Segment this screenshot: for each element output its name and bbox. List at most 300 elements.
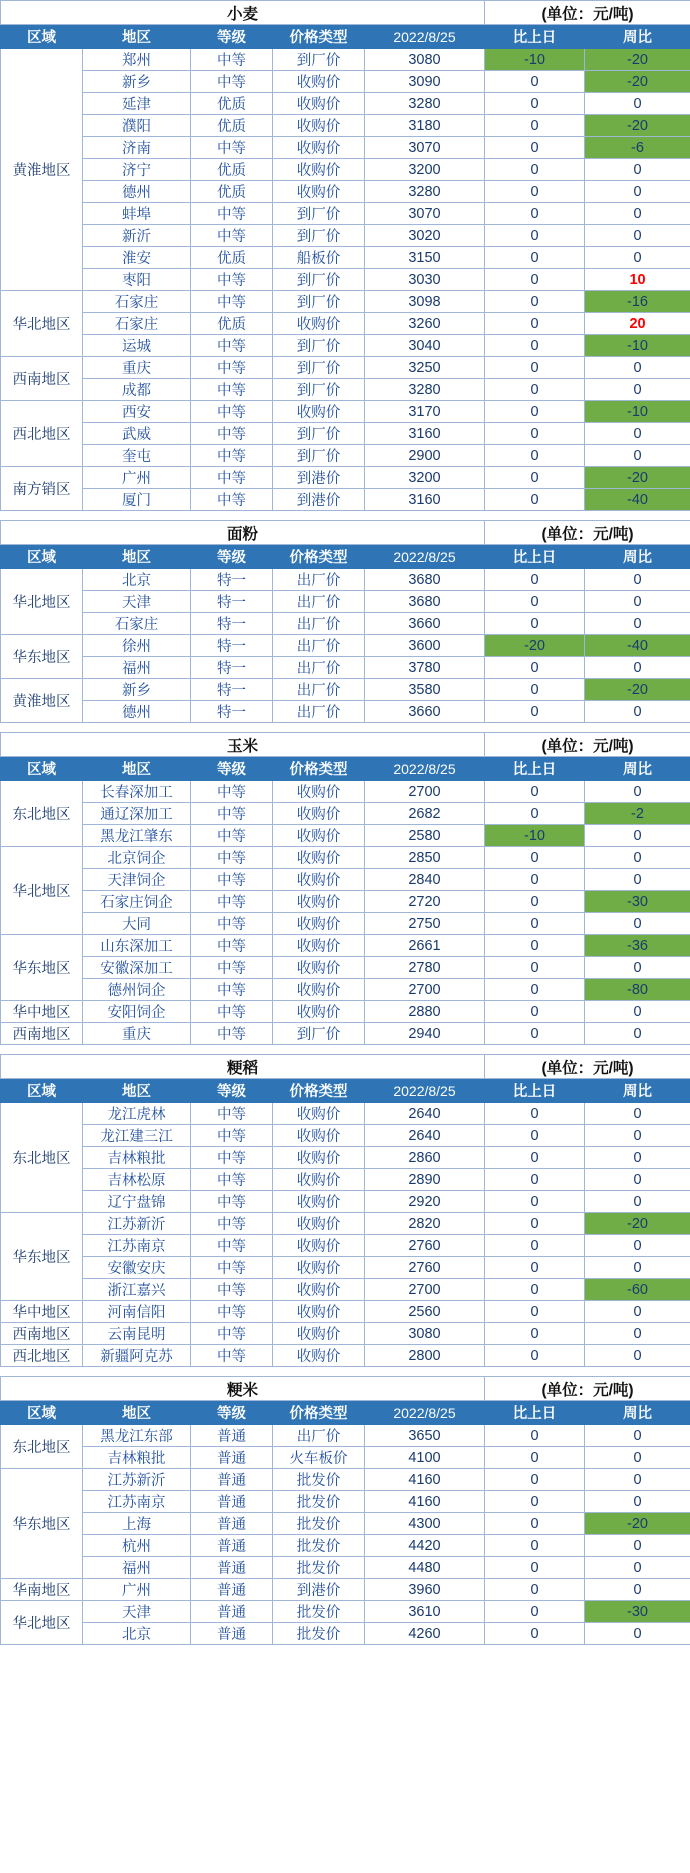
price-type-cell: 收购价: [273, 1147, 365, 1169]
price-cell: 4420: [365, 1535, 485, 1557]
daily-change-cell: 0: [485, 203, 585, 225]
area-cell: 新沂: [83, 225, 191, 247]
price-cell: 2760: [365, 1257, 485, 1279]
table-row: [1, 657, 690, 679]
price-type-cell: 收购价: [273, 869, 365, 891]
area-cell: 广州: [83, 1579, 191, 1601]
region-cell: 华中地区: [1, 1301, 83, 1323]
table-row: [1, 247, 690, 269]
column-header: 2022/8/25: [365, 1401, 485, 1425]
weekly-change-cell: 0: [585, 1147, 690, 1169]
daily-change-cell: 0: [485, 357, 585, 379]
price-table: [0, 1376, 690, 1645]
area-cell: 通辽深加工: [83, 803, 191, 825]
area-cell: 天津: [83, 591, 191, 613]
area-cell: 龙江虎林: [83, 1103, 191, 1125]
weekly-change-cell: 0: [585, 869, 690, 891]
price-type-cell: 收购价: [273, 1345, 365, 1367]
grade-cell: 中等: [191, 1001, 273, 1023]
price-cell: 2820: [365, 1213, 485, 1235]
daily-change-cell: 0: [485, 679, 585, 701]
price-type-cell: 收购价: [273, 159, 365, 181]
price-cell: 2700: [365, 1279, 485, 1301]
table-row: [1, 445, 690, 467]
price-cell: 3070: [365, 203, 485, 225]
area-cell: 福州: [83, 657, 191, 679]
weekly-change-cell: 0: [585, 225, 690, 247]
area-cell: 天津: [83, 1601, 191, 1623]
grade-cell: 特一: [191, 635, 273, 657]
price-cell: 2682: [365, 803, 485, 825]
column-header: 周比: [585, 545, 690, 569]
weekly-change-cell: -20: [585, 1513, 690, 1535]
weekly-change-cell: 0: [585, 1579, 690, 1601]
table-title: 面粉: [1, 521, 485, 545]
price-cell: 4480: [365, 1557, 485, 1579]
region-cell: 华南地区: [1, 1579, 83, 1601]
table-header-row: [1, 1079, 690, 1103]
grade-cell: 特一: [191, 657, 273, 679]
price-type-cell: 出厂价: [273, 657, 365, 679]
region-cell: 黄淮地区: [1, 49, 83, 291]
price-type-cell: 到厂价: [273, 445, 365, 467]
price-cell: 2580: [365, 825, 485, 847]
area-cell: 云南昆明: [83, 1323, 191, 1345]
price-type-cell: 收购价: [273, 891, 365, 913]
weekly-change-cell: 0: [585, 1425, 690, 1447]
column-header: 2022/8/25: [365, 545, 485, 569]
area-cell: 江苏南京: [83, 1491, 191, 1513]
daily-change-cell: 0: [485, 957, 585, 979]
table-row: [1, 1191, 690, 1213]
table-row: [1, 825, 690, 847]
region-cell: 东北地区: [1, 781, 83, 847]
price-type-cell: 收购价: [273, 137, 365, 159]
price-cell: 4160: [365, 1469, 485, 1491]
weekly-change-cell: -10: [585, 335, 690, 357]
daily-change-cell: 0: [485, 803, 585, 825]
price-type-cell: 收购价: [273, 979, 365, 1001]
daily-change-cell: 0: [485, 1447, 585, 1469]
price-type-cell: 收购价: [273, 1257, 365, 1279]
region-cell: 华北地区: [1, 1601, 83, 1645]
table-row: [1, 1257, 690, 1279]
daily-change-cell: 0: [485, 1191, 585, 1213]
daily-change-cell: 0: [485, 701, 585, 723]
grade-cell: 中等: [191, 1125, 273, 1147]
price-cell: 3200: [365, 467, 485, 489]
grade-cell: 普通: [191, 1601, 273, 1623]
region-cell: 华东地区: [1, 1213, 83, 1301]
grade-cell: 中等: [191, 1301, 273, 1323]
price-cell: 3080: [365, 1323, 485, 1345]
price-type-cell: 收购价: [273, 803, 365, 825]
price-cell: 2850: [365, 847, 485, 869]
grade-cell: 中等: [191, 49, 273, 71]
column-header: 区域: [1, 1079, 83, 1103]
price-cell: 3280: [365, 181, 485, 203]
daily-change-cell: 0: [485, 1469, 585, 1491]
region-cell: 华东地区: [1, 635, 83, 679]
price-type-cell: 收购价: [273, 1323, 365, 1345]
table-row: [1, 1469, 690, 1491]
column-header: 等级: [191, 757, 273, 781]
grade-cell: 特一: [191, 591, 273, 613]
price-cell: 3280: [365, 93, 485, 115]
table-row: [1, 137, 690, 159]
price-cell: 3680: [365, 591, 485, 613]
table-header-row: [1, 757, 690, 781]
grade-cell: 中等: [191, 1213, 273, 1235]
weekly-change-cell: 0: [585, 445, 690, 467]
table-row: [1, 181, 690, 203]
weekly-change-cell: 0: [585, 181, 690, 203]
weekly-change-cell: -40: [585, 489, 690, 511]
daily-change-cell: 0: [485, 445, 585, 467]
grade-cell: 优质: [191, 115, 273, 137]
area-cell: 石家庄: [83, 313, 191, 335]
weekly-change-cell: 0: [585, 1557, 690, 1579]
area-cell: 武威: [83, 423, 191, 445]
table-row: [1, 335, 690, 357]
region-cell: 华北地区: [1, 569, 83, 635]
daily-change-cell: 0: [485, 935, 585, 957]
column-header: 价格类型: [273, 545, 365, 569]
price-type-cell: 批发价: [273, 1557, 365, 1579]
weekly-change-cell: -6: [585, 137, 690, 159]
unit-label: (单位：元/吨): [485, 733, 690, 757]
daily-change-cell: 0: [485, 313, 585, 335]
grade-cell: 中等: [191, 803, 273, 825]
price-type-cell: 到厂价: [273, 225, 365, 247]
weekly-change-cell: 0: [585, 1257, 690, 1279]
weekly-change-cell: -20: [585, 71, 690, 93]
daily-change-cell: 0: [485, 1213, 585, 1235]
table-title-row: [1, 733, 690, 757]
weekly-change-cell: -20: [585, 115, 690, 137]
price-cell: 2700: [365, 781, 485, 803]
table-title-row: [1, 1055, 690, 1079]
area-cell: 北京: [83, 1623, 191, 1645]
area-cell: 浙江嘉兴: [83, 1279, 191, 1301]
daily-change-cell: 0: [485, 891, 585, 913]
area-cell: 石家庄饲企: [83, 891, 191, 913]
weekly-change-cell: 0: [585, 613, 690, 635]
grade-cell: 中等: [191, 203, 273, 225]
weekly-change-cell: 0: [585, 569, 690, 591]
area-cell: 吉林粮批: [83, 1447, 191, 1469]
price-cell: 3070: [365, 137, 485, 159]
grade-cell: 中等: [191, 489, 273, 511]
daily-change-cell: 0: [485, 401, 585, 423]
daily-change-cell: 0: [485, 869, 585, 891]
column-header: 区域: [1, 1401, 83, 1425]
area-cell: 枣阳: [83, 269, 191, 291]
table-row: [1, 781, 690, 803]
grade-cell: 中等: [191, 1279, 273, 1301]
daily-change-cell: 0: [485, 93, 585, 115]
daily-change-cell: 0: [485, 913, 585, 935]
grade-cell: 普通: [191, 1425, 273, 1447]
column-header: 地区: [83, 25, 191, 49]
grade-cell: 中等: [191, 1103, 273, 1125]
table-header-row: [1, 545, 690, 569]
area-cell: 吉林粮批: [83, 1147, 191, 1169]
daily-change-cell: 0: [485, 1557, 585, 1579]
area-cell: 新乡: [83, 679, 191, 701]
daily-change-cell: 0: [485, 1235, 585, 1257]
daily-change-cell: 0: [485, 1535, 585, 1557]
daily-change-cell: 0: [485, 159, 585, 181]
price-cell: 3180: [365, 115, 485, 137]
grade-cell: 中等: [191, 269, 273, 291]
area-cell: 北京饲企: [83, 847, 191, 869]
column-header: 周比: [585, 25, 690, 49]
price-type-cell: 火车板价: [273, 1447, 365, 1469]
weekly-change-cell: 0: [585, 1001, 690, 1023]
weekly-change-cell: 0: [585, 247, 690, 269]
price-type-cell: 批发价: [273, 1513, 365, 1535]
price-cell: 3160: [365, 423, 485, 445]
column-header: 2022/8/25: [365, 25, 485, 49]
unit-label: (单位：元/吨): [485, 1055, 690, 1079]
grade-cell: 中等: [191, 979, 273, 1001]
price-type-cell: 批发价: [273, 1491, 365, 1513]
area-cell: 石家庄: [83, 613, 191, 635]
grade-cell: 普通: [191, 1623, 273, 1645]
table-row: [1, 1213, 690, 1235]
area-cell: 奎屯: [83, 445, 191, 467]
weekly-change-cell: 20: [585, 313, 690, 335]
table-row: [1, 291, 690, 313]
grade-cell: 中等: [191, 935, 273, 957]
grade-cell: 中等: [191, 869, 273, 891]
column-header: 2022/8/25: [365, 757, 485, 781]
grade-cell: 普通: [191, 1491, 273, 1513]
price-type-cell: 收购价: [273, 115, 365, 137]
grade-cell: 中等: [191, 423, 273, 445]
grade-cell: 中等: [191, 1169, 273, 1191]
area-cell: 新乡: [83, 71, 191, 93]
table-row: [1, 613, 690, 635]
table-row: [1, 49, 690, 71]
grade-cell: 特一: [191, 613, 273, 635]
daily-change-cell: 0: [485, 1301, 585, 1323]
grade-cell: 中等: [191, 467, 273, 489]
price-type-cell: 收购价: [273, 825, 365, 847]
grade-cell: 中等: [191, 357, 273, 379]
weekly-change-cell: 0: [585, 657, 690, 679]
daily-change-cell: 0: [485, 1103, 585, 1125]
price-type-cell: 到厂价: [273, 357, 365, 379]
price-cell: 2640: [365, 1125, 485, 1147]
table-title-row: [1, 1377, 690, 1401]
table-row: [1, 935, 690, 957]
weekly-change-cell: -20: [585, 1213, 690, 1235]
region-cell: 黄淮地区: [1, 679, 83, 723]
daily-change-cell: 0: [485, 137, 585, 159]
weekly-change-cell: 0: [585, 1535, 690, 1557]
area-cell: 成都: [83, 379, 191, 401]
table-row: [1, 71, 690, 93]
grade-cell: 普通: [191, 1535, 273, 1557]
price-cell: 3040: [365, 335, 485, 357]
column-header: 周比: [585, 757, 690, 781]
area-cell: 天津饲企: [83, 869, 191, 891]
price-type-cell: 出厂价: [273, 635, 365, 657]
price-type-cell: 收购价: [273, 1235, 365, 1257]
area-cell: 重庆: [83, 1023, 191, 1045]
weekly-change-cell: 0: [585, 1169, 690, 1191]
price-type-cell: 批发价: [273, 1535, 365, 1557]
region-cell: 华东地区: [1, 1469, 83, 1579]
price-type-cell: 收购价: [273, 1169, 365, 1191]
area-cell: 龙江建三江: [83, 1125, 191, 1147]
price-type-cell: 出厂价: [273, 569, 365, 591]
grade-cell: 优质: [191, 247, 273, 269]
daily-change-cell: 0: [485, 569, 585, 591]
column-header: 地区: [83, 545, 191, 569]
price-type-cell: 收购价: [273, 781, 365, 803]
weekly-change-cell: -2: [585, 803, 690, 825]
column-header: 等级: [191, 1401, 273, 1425]
daily-change-cell: 0: [485, 181, 585, 203]
table-row: [1, 313, 690, 335]
column-header: 区域: [1, 25, 83, 49]
weekly-change-cell: -30: [585, 1601, 690, 1623]
price-cell: 3160: [365, 489, 485, 511]
column-header: 比上日: [485, 757, 585, 781]
daily-change-cell: 0: [485, 1023, 585, 1045]
price-cell: 2760: [365, 1235, 485, 1257]
area-cell: 新疆阿克苏: [83, 1345, 191, 1367]
grade-cell: 普通: [191, 1513, 273, 1535]
table-row: [1, 1601, 690, 1623]
column-header: 价格类型: [273, 757, 365, 781]
price-cell: 2940: [365, 1023, 485, 1045]
area-cell: 安徽安庆: [83, 1257, 191, 1279]
area-cell: 上海: [83, 1513, 191, 1535]
table-row: [1, 1169, 690, 1191]
table-title: 粳稻: [1, 1055, 485, 1079]
column-header: 等级: [191, 25, 273, 49]
daily-change-cell: 0: [485, 781, 585, 803]
daily-change-cell: -10: [485, 825, 585, 847]
table-row: [1, 569, 690, 591]
price-table: [0, 0, 690, 511]
price-cell: 2840: [365, 869, 485, 891]
table-row: [1, 1425, 690, 1447]
daily-change-cell: 0: [485, 613, 585, 635]
grade-cell: 特一: [191, 701, 273, 723]
price-type-cell: 到厂价: [273, 49, 365, 71]
price-cell: 3660: [365, 613, 485, 635]
weekly-change-cell: -16: [585, 291, 690, 313]
grade-cell: 中等: [191, 1147, 273, 1169]
region-cell: 华北地区: [1, 847, 83, 935]
price-cell: 3260: [365, 313, 485, 335]
area-cell: 蚌埠: [83, 203, 191, 225]
column-header: 等级: [191, 545, 273, 569]
price-cell: 3610: [365, 1601, 485, 1623]
price-cell: 3660: [365, 701, 485, 723]
daily-change-cell: 0: [485, 335, 585, 357]
area-cell: 郑州: [83, 49, 191, 71]
grade-cell: 中等: [191, 445, 273, 467]
grade-cell: 普通: [191, 1447, 273, 1469]
price-type-cell: 到厂价: [273, 1023, 365, 1045]
price-type-cell: 收购价: [273, 1125, 365, 1147]
daily-change-cell: 0: [485, 1491, 585, 1513]
daily-change-cell: -20: [485, 635, 585, 657]
weekly-change-cell: 10: [585, 269, 690, 291]
area-cell: 徐州: [83, 635, 191, 657]
price-type-cell: 收购价: [273, 93, 365, 115]
table-row: [1, 679, 690, 701]
daily-change-cell: 0: [485, 71, 585, 93]
area-cell: 德州饲企: [83, 979, 191, 1001]
price-cell: 2920: [365, 1191, 485, 1213]
area-cell: 德州: [83, 701, 191, 723]
region-cell: 西南地区: [1, 1023, 83, 1045]
table-row: [1, 203, 690, 225]
column-header: 周比: [585, 1079, 690, 1103]
grade-cell: 中等: [191, 1257, 273, 1279]
daily-change-cell: 0: [485, 1601, 585, 1623]
region-cell: 西北地区: [1, 1345, 83, 1367]
region-cell: 华中地区: [1, 1001, 83, 1023]
grade-cell: 中等: [191, 1191, 273, 1213]
area-cell: 黑龙江肇东: [83, 825, 191, 847]
region-cell: 西南地区: [1, 1323, 83, 1345]
price-cell: 3080: [365, 49, 485, 71]
price-type-cell: 收购价: [273, 71, 365, 93]
region-cell: 西北地区: [1, 401, 83, 467]
weekly-change-cell: 0: [585, 1191, 690, 1213]
area-cell: 重庆: [83, 357, 191, 379]
price-type-cell: 收购价: [273, 847, 365, 869]
table-row: [1, 701, 690, 723]
daily-change-cell: 0: [485, 467, 585, 489]
grade-cell: 中等: [191, 913, 273, 935]
column-header: 比上日: [485, 1079, 585, 1103]
price-cell: 4160: [365, 1491, 485, 1513]
table-row: [1, 1447, 690, 1469]
grade-cell: 中等: [191, 1345, 273, 1367]
grade-cell: 特一: [191, 569, 273, 591]
column-header: 2022/8/25: [365, 1079, 485, 1103]
daily-change-cell: 0: [485, 1579, 585, 1601]
price-cell: 2661: [365, 935, 485, 957]
area-cell: 济南: [83, 137, 191, 159]
weekly-change-cell: 0: [585, 93, 690, 115]
daily-change-cell: 0: [485, 979, 585, 1001]
price-cell: 2720: [365, 891, 485, 913]
price-cell: 3098: [365, 291, 485, 313]
grade-cell: 中等: [191, 781, 273, 803]
weekly-change-cell: 0: [585, 1491, 690, 1513]
table-row: [1, 269, 690, 291]
weekly-change-cell: 0: [585, 1323, 690, 1345]
column-header: 区域: [1, 757, 83, 781]
area-cell: 黑龙江东部: [83, 1425, 191, 1447]
daily-change-cell: 0: [485, 847, 585, 869]
table-row: [1, 1345, 690, 1367]
weekly-change-cell: 0: [585, 1469, 690, 1491]
table-row: [1, 1147, 690, 1169]
grade-cell: 中等: [191, 401, 273, 423]
price-cell: 3650: [365, 1425, 485, 1447]
